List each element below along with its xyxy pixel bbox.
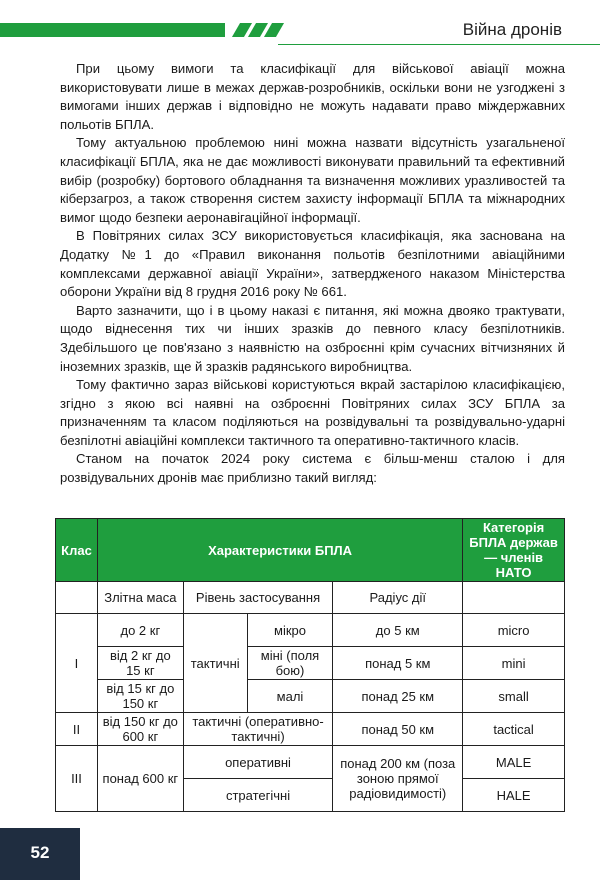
subheader-level: Рівень застосування: [183, 582, 333, 614]
table-row: [56, 680, 565, 713]
level-cell: оперативні: [183, 746, 333, 779]
sublevel-cell: малі: [247, 680, 333, 713]
header-rule: [278, 44, 600, 45]
radius-cell: понад 5 км: [333, 647, 463, 680]
sublevel-cell: міні (поля бою): [247, 647, 333, 680]
table-row: [56, 746, 565, 779]
nato-cell: HALE: [463, 779, 565, 812]
table-row: [56, 614, 565, 647]
nato-cell: micro: [463, 614, 565, 647]
level-cell: тактичні: [183, 614, 247, 713]
header-accent-bar: [0, 23, 225, 37]
paragraph: При цьому вимоги та класифікації для військової авіації можна використовувати лише в межах держав-розробників, оскільки вони не узгоджені з вимогами інших держав і відповідно не можуть надавати право міждержавних польотів БПЛА.: [60, 61, 565, 132]
radius-cell: понад 50 км: [333, 713, 463, 746]
mass-cell: до 2 кг: [97, 614, 183, 647]
nato-cell: mini: [463, 647, 565, 680]
radius-cell: понад 25 км: [333, 680, 463, 713]
subheader-radius: Радіус дії: [333, 582, 463, 614]
page-number: 52: [30, 843, 50, 862]
class-cell: III: [56, 746, 98, 812]
radius-cell: до 5 км: [333, 614, 463, 647]
nato-cell: small: [463, 680, 565, 713]
page-header: [0, 0, 600, 50]
running-title: Війна дронів: [462, 20, 562, 39]
table-header-row: [56, 519, 565, 582]
level-cell: тактичні (оперативно- тактичні): [183, 713, 333, 746]
sublevel-cell: мікро: [247, 614, 333, 647]
header-characteristics: Характеристики БПЛА: [97, 519, 462, 582]
table-cell: [463, 582, 565, 614]
level-cell: стратегічні: [183, 779, 333, 812]
header-class: Клас: [56, 519, 98, 582]
paragraph: Варто зазначити, що і в цьому наказі є питання, які можна двояко трактувати, щодо віднесення тих чи інших зразків до певного класу безпілотників. Здебільшого це пов'язано з наявністю на озброєнні крім сучасних вітчизняних й іноземних зразків, ще й зразків радянського виробництва.: [60, 302, 565, 374]
mass-cell: від 15 кг до 150 кг: [97, 680, 183, 713]
paragraph: В Повітряних силах ЗСУ використовується класифікація, яка заснована на Додатку №1 до «Правил виконання польотів безпілотними авіаційними комплексами державної авіації України», затвердженого наказом Міністерства оборони України від 8 грудня 2016 року № 661.: [60, 228, 565, 300]
classification-table: [55, 518, 565, 812]
header-stripe: [264, 23, 284, 37]
mass-cell: від 2 кг до 15 кг: [97, 647, 183, 680]
header-nato-category: Категорія БПЛА держав — членів НАТО: [463, 519, 565, 582]
subheader-mass: Злітна маса: [97, 582, 183, 614]
paragraph: Тому фактично зараз військові користуються вкрай застарілою класифікацією, згідно з якою всі наявні на озброєнні Повітряних силах ЗСУ БПЛА за призначенням та класом поділяються на розвідувальні та розвідувально-ударні безпілотні авіаційні комплекси тактичного та оперативно-тактичного класів.: [60, 377, 565, 448]
paragraph: Станом на початок 2024 року система є більш-менш сталою і для розвідувальних дронів має приблизно такий вигляд:: [60, 451, 565, 486]
nato-cell: tactical: [463, 713, 565, 746]
table-subheader-row: [56, 582, 565, 614]
class-cell: II: [56, 713, 98, 746]
class-cell: I: [56, 614, 98, 713]
radius-cell: понад 200 км (поза зоною прямої радіовидимості): [333, 746, 463, 812]
body-text: [60, 60, 565, 488]
nato-cell: MALE: [463, 746, 565, 779]
mass-cell: від 150 кг до 600 кг: [97, 713, 183, 746]
table-row: [56, 713, 565, 746]
mass-cell: понад 600 кг: [97, 746, 183, 812]
table-row: [56, 647, 565, 680]
paragraph: Тому актуальною проблемою нині можна назвати відсутність узагальненої класифікації БПЛА, яка не дає можливості виконувати правильний та ефективний вибір (розробку) бортового обладнання та визначення можливих уразливостей та кіберзагроз, а також створення систем захисту інформації БПЛА та міжнародних вимог щодо безпеки аеронавігаційної інформації.: [60, 135, 565, 225]
table-cell: [56, 582, 98, 614]
